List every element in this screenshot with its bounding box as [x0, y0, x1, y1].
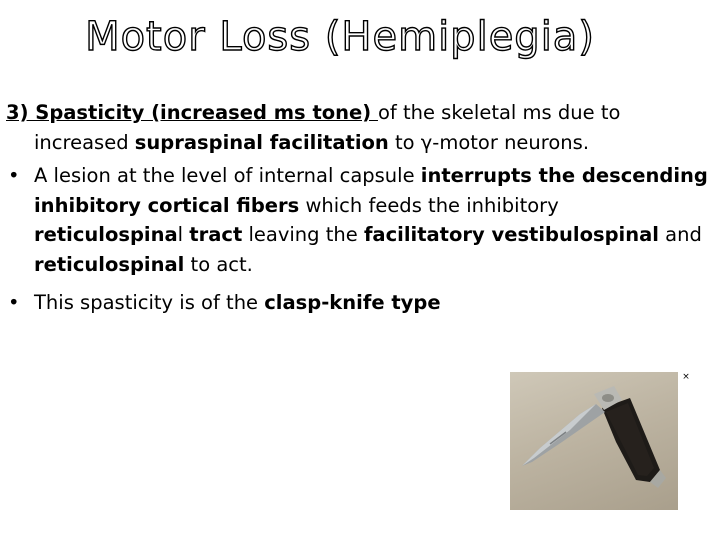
text: to γ-motor neurons.	[388, 130, 590, 154]
bold-term: reticulospinal	[34, 252, 185, 276]
text: which feeds the inhibitory	[299, 193, 559, 217]
text: This spasticity is of the	[34, 291, 265, 314]
bold-term: clasp-knife type	[264, 291, 441, 314]
bold-term: reticulospina	[34, 223, 178, 246]
paragraph-spasticity	[6, 98, 712, 157]
bold-term: facilitatory vestibulospinal	[363, 223, 659, 246]
close-icon[interactable]: ×	[682, 372, 690, 382]
text: A lesion at the level of internal capsule	[34, 164, 421, 187]
clasp-knife-photo	[510, 372, 678, 510]
text: to act.	[184, 252, 253, 276]
bullet-clasp-knife	[6, 288, 712, 318]
clasp-knife-icon	[510, 372, 678, 510]
heading-spasticity: 3) Spasticity (increased ms tone)	[6, 101, 378, 124]
text: l	[177, 223, 190, 246]
bold-term: interrupts the descending inhibitory cortical fibers	[34, 164, 708, 217]
slide-title: Motor Loss (Hemiplegia)	[85, 14, 595, 60]
bold-term: supraspinal facilitation	[134, 130, 389, 154]
bullet-lesion	[6, 161, 712, 279]
text: of the skeletal ms due to increased	[34, 101, 621, 154]
bullet-icon: •	[8, 164, 20, 187]
bold-term: tract	[189, 223, 243, 246]
text: leaving the	[242, 223, 364, 246]
bullet-icon: •	[8, 291, 20, 314]
slide-body	[6, 98, 712, 318]
text: and	[658, 223, 702, 246]
